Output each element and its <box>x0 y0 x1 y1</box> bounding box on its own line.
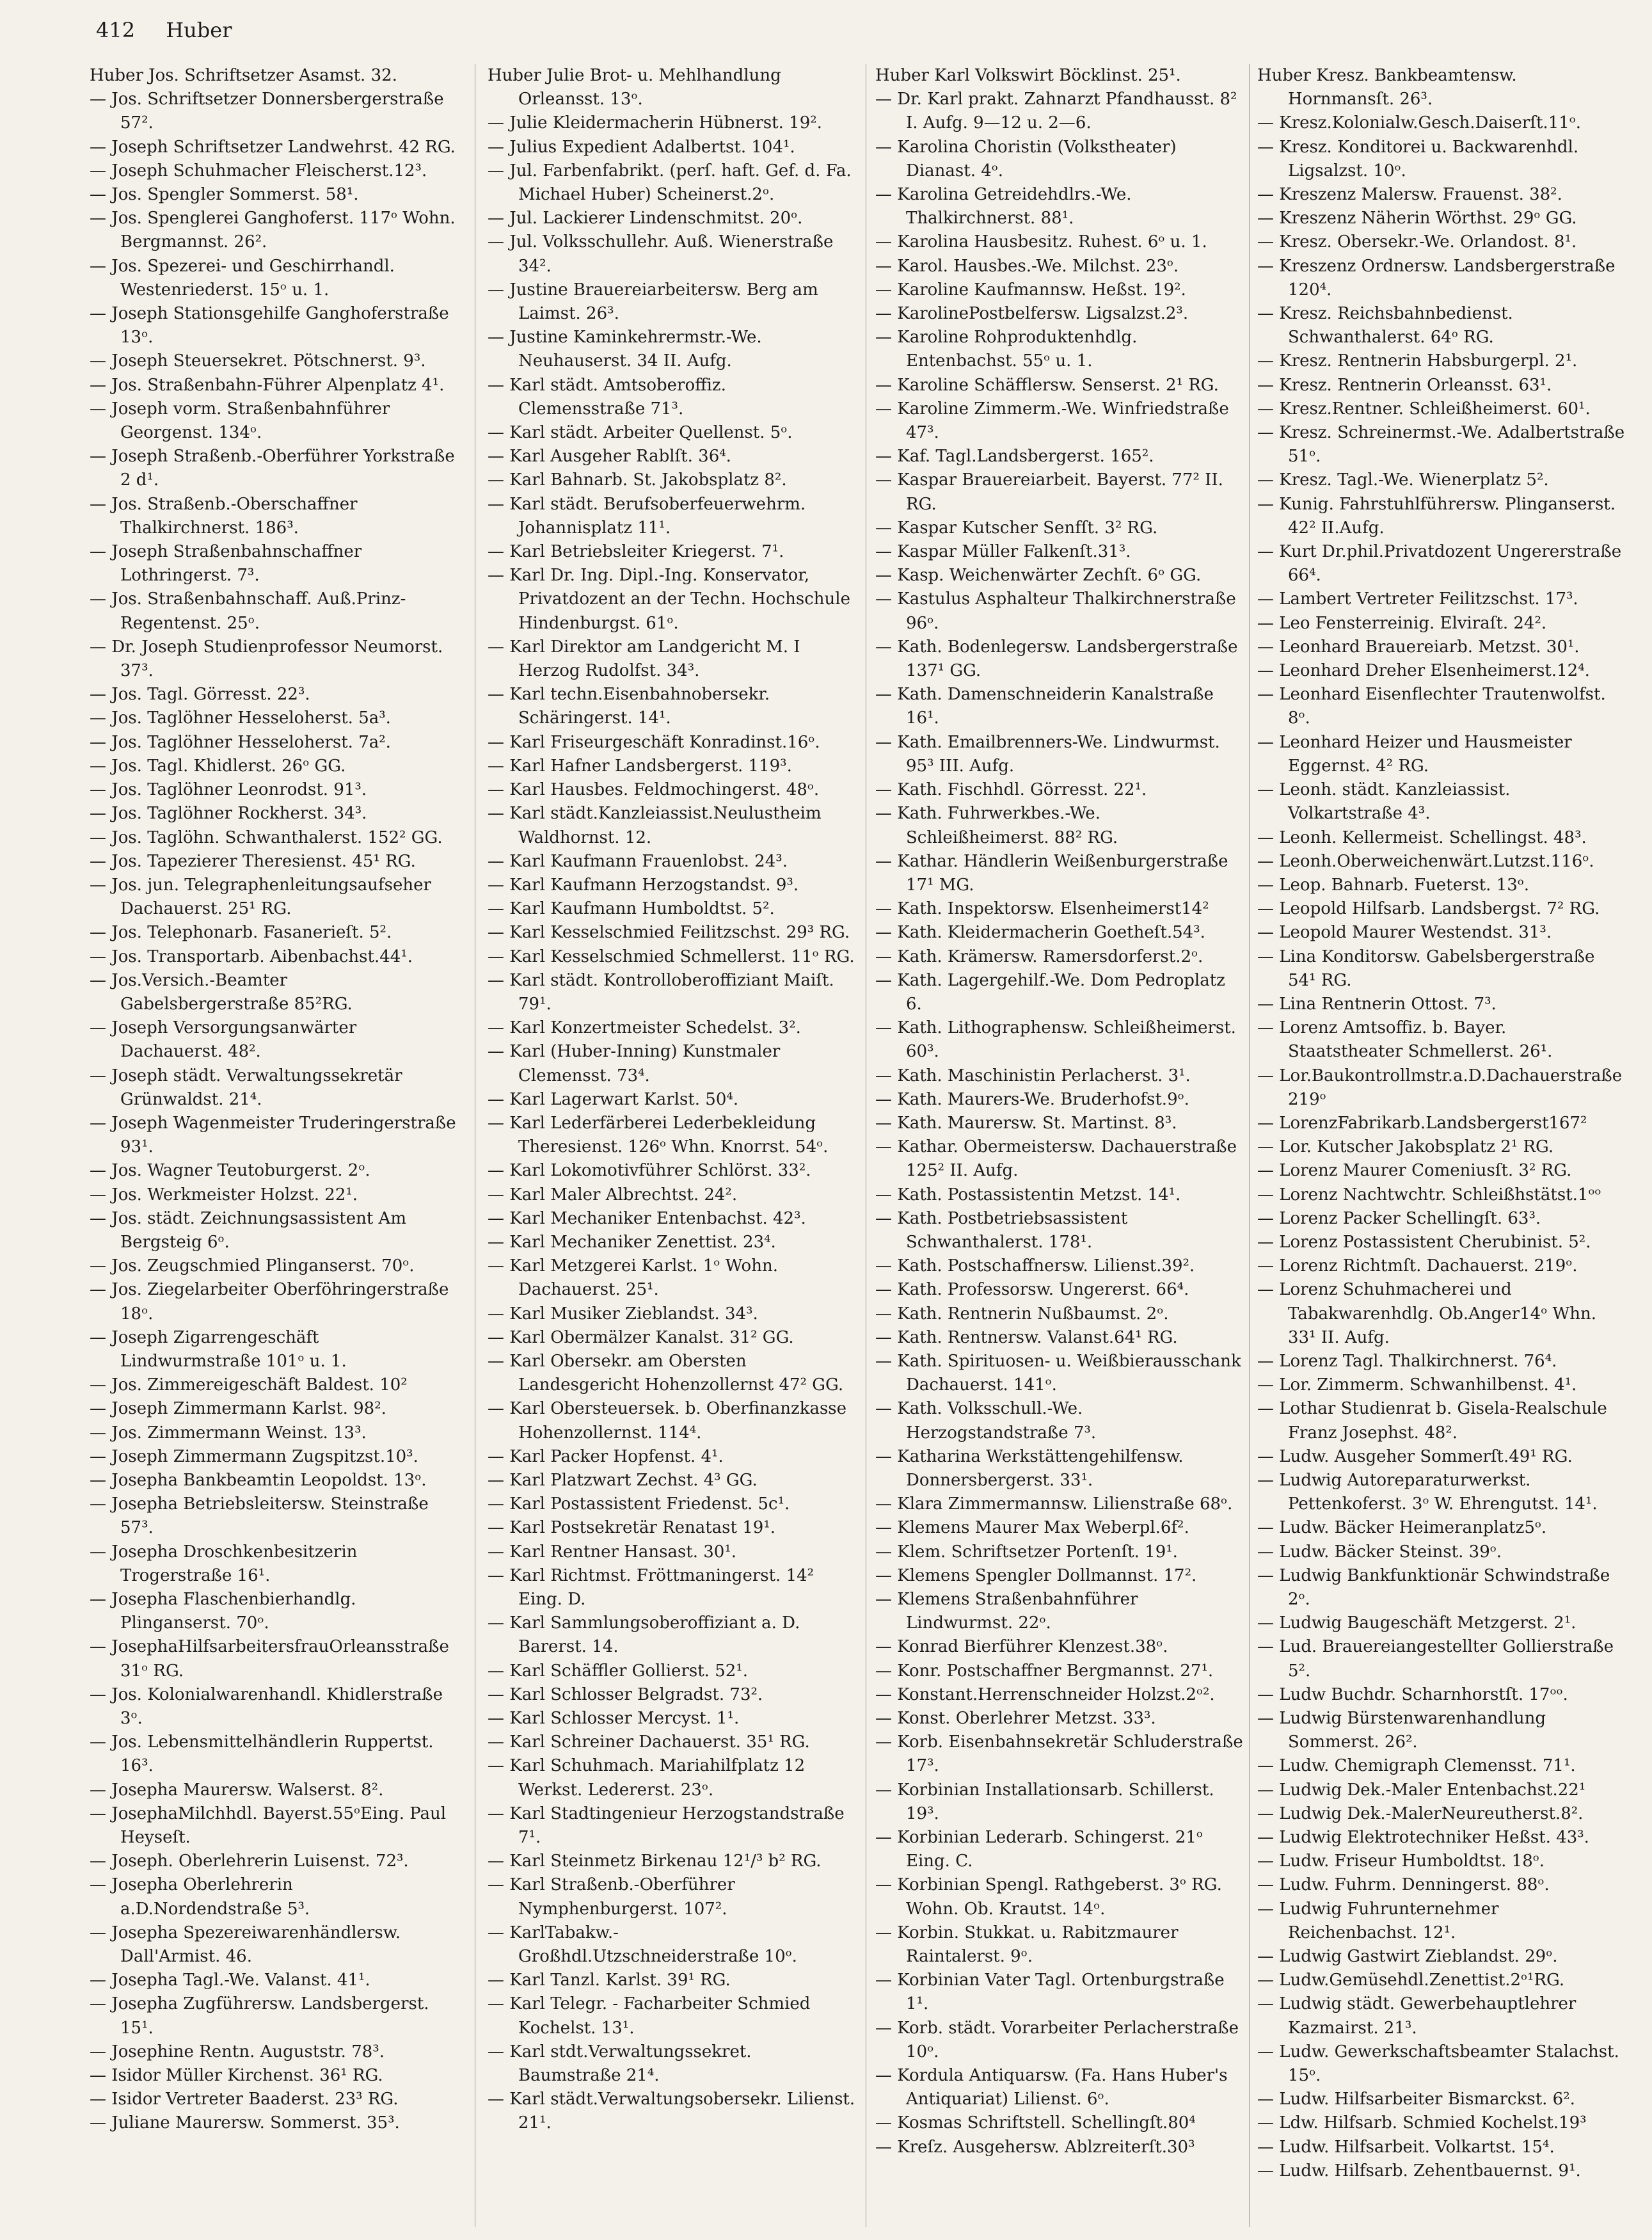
directory-entry: — Kresz.Rentner. Schleißheimerst. 60¹. <box>1257 399 1591 419</box>
directory-entry: — Joseph Straßenb.-Oberführer Yorkstraße 2 d¹. <box>90 447 455 490</box>
directory-entry: — Kurt Dr.phil.Privatdozent Ungererstraße 66⁴. <box>1257 542 1622 586</box>
column-2 <box>488 64 855 2227</box>
directory-entry: — Karolina Hausbesitz. Ruhest. 6ᵒ u. 1. <box>875 232 1207 252</box>
directory-entry: — Joseph Wagenmeister Truderingerstraße 93¹. <box>90 1113 456 1157</box>
directory-entry: — Julius Expedient Adalbertst. 104¹. <box>488 137 795 157</box>
directory-entry: — Karl Packer Hopfenst. 4¹. <box>488 1446 724 1466</box>
directory-entry: — Karl Musiker Zieblandst. 34³. <box>488 1304 758 1324</box>
directory-entry: — Lorenz Postassistent Cherubinist. 5². <box>1257 1232 1591 1252</box>
directory-entry: — Ludw. Hilfsarbeiter Bismarckst. 6². <box>1257 2090 1575 2109</box>
directory-entry: — Kasp. Weichenwärter Zechſt. 6ᵒ GG. <box>875 566 1202 586</box>
directory-entry: — Karl Stadtingenieur Herzogstandstraße 7¹. <box>488 1804 845 1848</box>
directory-entry: — Ludwig Autoreparaturwerkst. Pettenkoferst. 3ᵒ W. Ehrengutst. 14¹. <box>1257 1470 1598 1514</box>
directory-entry: — Korbin. Stukkat. u. Rabitzmaurer Raintalerst. 9ᵒ. <box>875 1923 1179 1967</box>
directory-entry: — Ludwig Bürstenwarenhandlung Sommerst. 26². <box>1257 1709 1546 1752</box>
directory-entry: — Lorenz Tagl. Thalkirchnerst. 76⁴. <box>1257 1351 1557 1371</box>
directory-entry: — Karl städt. Berufsoberfeuerwehrm. Johannisplatz 11¹. <box>488 494 806 538</box>
directory-entry: — Klara Zimmermannsw. Lilienstraße 68ᵒ. <box>875 1494 1233 1514</box>
directory-entry: — Joseph Zigarrengeschäft Lindwurmstraße 101ᵒ u. 1. <box>90 1327 347 1371</box>
running-head: Huber <box>166 18 232 42</box>
directory-entry: — Kath. Rentnersw. Valanst.64¹ RG. <box>875 1327 1178 1347</box>
directory-entry: — Kresz. Obersekr.-We. Orlandost. 8¹. <box>1257 232 1577 252</box>
directory-entry: — Karl Schreiner Dachauerst. 35¹ RG. <box>488 1732 810 1752</box>
directory-entry: — Jul. Farbenfabrikt. (perſ. haft. Gef. d. Fa. Michael Huber) Scheinerst.2ᵒ. <box>488 161 852 205</box>
directory-entry: — Kastulus Asphalteur Thalkirchnerstraße 96ᵒ. <box>875 589 1236 633</box>
directory-entry: — Lorenz Maurer Comeniusſt. 3² RG. <box>1257 1161 1572 1181</box>
directory-entry: — Josepha Droschkenbesitzerin Trogerstraße 16¹. <box>90 1542 358 1585</box>
directory-entry: — Jul. Volksschullehr. Auß. Wienerstraße 34². <box>488 232 834 276</box>
directory-entry: — Kath. Lithographensw. Schleißheimerst. 60³. <box>875 1018 1236 1062</box>
directory-entry: — Josepha Maurersw. Walserst. 8². <box>90 1780 384 1800</box>
directory-entry: — Kath. Kleidermacherin Goetheſt.54³. <box>875 923 1205 943</box>
directory-entry: — Karl Sammlungsoberoffiziant a. D. Barerst. 14. <box>488 1613 800 1657</box>
directory-entry: — Karoline Zimmerm.-We. Winfriedstraße 47³. <box>875 399 1229 443</box>
page-number: 412 <box>96 18 136 42</box>
directory-entry: — Jos. Taglöhner Hesseloherst. 5a³. <box>90 708 391 728</box>
directory-entry: — Ludw. Bäcker Heimeranplatz5ᵒ. <box>1257 1518 1547 1538</box>
directory-entry: — Josepha Spezereiwarenhändlersw. Dall'Armist. 46. <box>90 1923 401 1967</box>
directory-entry: — Ludwig Dek.-MalerNeureutherst.8². <box>1257 1804 1584 1823</box>
directory-entry: — LorenzFabrikarb.Landsbergerst167² <box>1257 1113 1587 1133</box>
directory-entry: — Jos. Telephonarb. Fasanerieſt. 5². <box>90 923 392 943</box>
directory-entry: — Kath. Postschaffnersw. Lilienst.39². <box>875 1256 1195 1276</box>
directory-entry: — Kresz. Rentnerin Orleansst. 63¹. <box>1257 375 1552 395</box>
column-rule <box>1249 64 1250 2227</box>
directory-entry: — Joseph Schuhmacher Fleischerst.12³. <box>90 161 427 180</box>
directory-entry: — Jul. Lackierer Lindenschmitst. 20ᵒ. <box>488 209 803 228</box>
directory-entry: — Kresz. Schreinermst.-We. Adalbertstraße 51ᵒ. <box>1257 423 1625 467</box>
directory-entry: — Ludw.Gemüsehdl.Zenettist.2ᵒ¹RG. <box>1257 1971 1565 1990</box>
directory-entry: — Korb. städt. Vorarbeiter Perlacherstraße 10ᵒ. <box>875 2018 1239 2061</box>
directory-entry: — Karl Schäffler Gollierst. 52¹. <box>488 1661 748 1681</box>
directory-entry: — Karl Bahnarb. St. Jakobsplatz 8². <box>488 470 787 490</box>
directory-entry: — Isidor Müller Kirchenst. 36¹ RG. <box>90 2066 383 2086</box>
directory-entry: — Kath. Inspektorsw. Elsenheimerst14² <box>875 899 1209 919</box>
directory-entry: — Jos. Schriftsetzer Donnersbergerstraße 57². <box>90 90 444 133</box>
directory-entry: — Katharina Werkstättengehilfensw. Donnersbergerst. 33¹. <box>875 1446 1184 1490</box>
directory-entry: — Karl Tanzl. Karlst. 39¹ RG. <box>488 1971 731 1990</box>
directory-entry: — Karl Maler Albrechtst. 24². <box>488 1185 738 1204</box>
directory-entry: — Josepha Oberlehrerin a.D.Nordendstraße 5³. <box>90 1875 310 1919</box>
directory-entry: — Ludwig Elektrotechniker Heßst. 43³. <box>1257 1828 1589 1848</box>
directory-entry: — Karl Lagerwart Karlst. 50⁴. <box>488 1089 739 1109</box>
directory-entry: — Kath. Fuhrwerkbes.-We. Schleißheimerst. 88² RG. <box>875 804 1118 847</box>
directory-entry: — Kath. Spirituosen- u. Weißbierausschank Dachauerst. 141ᵒ. <box>875 1351 1241 1395</box>
directory-entry: — Karl Betriebsleiter Kriegerst. 7¹. <box>488 542 784 562</box>
directory-entry: — Ludw. Gewerkschaftsbeamter Stalachst. 15ᵒ. <box>1257 2042 1619 2086</box>
directory-entry: — Karl Lokomotivführer Schlörst. 33². <box>488 1161 811 1181</box>
column-4 <box>1257 64 1625 2227</box>
directory-entry: — Ludw. Friseur Humboldtst. 18ᵒ. <box>1257 1852 1545 1871</box>
directory-entry: — Jos. Zeugschmied Plinganserst. 70ᵒ. <box>90 1256 415 1276</box>
directory-entry: — Karl Postassistent Friedenst. 5c¹. <box>488 1494 790 1514</box>
directory-entry: — Karl Friseurgeschäft Konradinst.16ᵒ. <box>488 732 820 752</box>
directory-entry: — Ludw Buchdr. Scharnhorstſt. 17ᵒᵒ. <box>1257 1684 1568 1704</box>
directory-entry: — Karl Konzertmeister Schedelst. 3². <box>488 1018 801 1038</box>
directory-entry: — Karl Schlosser Mercyst. 1¹. <box>488 1709 740 1729</box>
directory-entry: — Jos. Kolonialwarenhandl. Khidlerstraße 3ᵒ. <box>90 1684 443 1729</box>
directory-entry: — Kresz. Reichsbahnbedienst. Schwanthalerst. 64ᵒ RG. <box>1257 304 1513 348</box>
directory-entry: — Leo Fensterreinig. Elviraſt. 24². <box>1257 613 1547 633</box>
page-header <box>96 18 256 42</box>
directory-entry: — Karl Metzgerei Karlst. 1ᵒ Wohn. Dachauerst. 25¹. <box>488 1256 778 1300</box>
directory-entry: — Karl Kaufmann Humboldtst. 5². <box>488 899 775 919</box>
directory-entry: — Lorenz Nachtwchtr. Schleißhstätst.1ᵒᵒ <box>1257 1185 1601 1204</box>
directory-entry: — Kath. Damenschneiderin Kanalstraße 16¹. <box>875 685 1214 728</box>
directory-entry: — Karl stdt.Verwaltungssekret. Baumstraße 21⁴. <box>488 2042 752 2086</box>
directory-entry: — Lor.Baukontrollmstr.a.D.Dachauerstraße 219ᵒ <box>1257 1066 1623 1109</box>
directory-entry: — Ludw. Fuhrm. Denningerst. 88ᵒ. <box>1257 1875 1550 1895</box>
entry-head: Huber Kresz. Bankbeamtensw. Hornmansſt. 26³. <box>1257 66 1517 109</box>
directory-entry: — Jos. Taglöhner Hesseloherst. 7a². <box>90 732 391 752</box>
directory-entry: — Leonhard Eisenflechter Trautenwolfst. 8ᵒ. <box>1257 685 1606 728</box>
directory-entry: — Jos. Tagl. Khidlerst. 26ᵒ GG. <box>90 756 346 776</box>
directory-entry: — Justine Kaminkehrermstr.-We. Neuhauserst. 34 II. Aufg. <box>488 328 762 371</box>
directory-entry: — Karolina Choristin (Volkstheater) Dianast. 4ᵒ. <box>875 137 1177 180</box>
column-3 <box>875 64 1243 2227</box>
directory-entry: — Karl städt. Arbeiter Quellenst. 5ᵒ. <box>488 423 793 443</box>
directory-entry: — Joseph städt. Verwaltungssekretär Grünwaldst. 21⁴. <box>90 1066 402 1109</box>
directory-entry: — Jos. Wagner Teutoburgerst. 2ᵒ. <box>90 1161 370 1181</box>
directory-entry: — Kathar. Obermeistersw. Dachauerstraße 125² II. Aufg. <box>875 1137 1237 1181</box>
directory-entry: — Lorenz Richtmſt. Dachauerst. 219ᵒ. <box>1257 1256 1578 1276</box>
directory-entry: — Jos. städt. Zeichnungsassistent Am Bergsteig 6ᵒ. <box>90 1208 406 1252</box>
entry-head: Huber Julie Brot- u. Mehlhandlung Orleansst. 13ᵒ. <box>488 66 781 109</box>
directory-entry: — Leop. Bahnarb. Fueterst. 13ᵒ. <box>1257 875 1530 895</box>
directory-entry: — Kunig. Fahrstuhlführersw. Plinganserst. 42² II.Aufg. <box>1257 494 1616 538</box>
directory-entry: — Karl Lederfärberei Lederbekleidung Theresienst. 126ᵒ Whn. Knorrst. 54ᵒ. <box>488 1113 829 1157</box>
directory-entry: — Jos. Werkmeister Holzst. 22¹. <box>90 1185 358 1204</box>
directory-entry: — Kresz. Konditorei u. Backwarenhdl. Ligsalzst. 10ᵒ. <box>1257 137 1579 180</box>
directory-entry: — Konstant.Herrenschneider Holzst.2ᵒ². <box>875 1684 1215 1704</box>
directory-entry: — Korbinian Lederarb. Schingerst. 21ᵒ Eing. C. <box>875 1828 1203 1871</box>
directory-entry: — Jos. Spezerei- und Geschirrhandl. Westenriederst. 15ᵒ u. 1. <box>90 256 395 300</box>
directory-entry: — Ludwig Dek.-Maler Entenbachst.22¹ <box>1257 1780 1586 1800</box>
directory-entry: — Kreszenz Malersw. Frauenst. 38². <box>1257 185 1562 205</box>
directory-entry: — Jos. Straßenbahnschaff. Auß.Prinz-Regentenst. 25ᵒ. <box>90 589 406 633</box>
directory-entry: — Karl Kesselschmied Feilitzschst. 29³ RG. <box>488 923 850 943</box>
directory-entry: — Karl Steinmetz Birkenau 12¹/³ b² RG. <box>488 1852 822 1871</box>
directory-entry: — Ludw. Ausgeher Sommerſt.49¹ RG. <box>1257 1446 1573 1466</box>
directory-entry: — Josepha Zugführersw. Landsbergerst. 15¹. <box>90 1994 429 2038</box>
directory-entry: — Karl Kaufmann Frauenlobst. 24³. <box>488 851 788 871</box>
directory-entry: — Joseph Zimmermann Zugspitzst.10³. <box>90 1446 418 1466</box>
directory-entry: — Joseph Versorgungsanwärter Dachauerst. 48². <box>90 1018 357 1062</box>
directory-entry: — Kaspar Kutscher Senfſt. 3² RG. <box>875 518 1158 538</box>
directory-entry: — Korbinian Spengl. Rathgeberst. 3ᵒ RG. Wohn. Ob. Krautst. 14ᵒ. <box>875 1875 1222 1919</box>
directory-entry: — Joseph vorm. Straßenbahnführer Georgenst. 134ᵒ. <box>90 399 390 443</box>
directory-entry: — Kresz.Kolonialw.Gesch.Daiserſt.11ᵒ. <box>1257 113 1582 133</box>
directory-entry: — Karl Mechaniker Entenbachst. 42³. <box>488 1208 806 1228</box>
directory-entry: — Karl (Huber-Inning) Kunstmaler Clemensst. 73⁴. <box>488 1042 781 1085</box>
directory-entry: — Kath. Krämersw. Ramersdorferst.2ᵒ. <box>875 947 1203 966</box>
directory-entry: — Ludwig Bankfunktionär Schwindstraße 2ᵒ. <box>1257 1565 1610 1609</box>
directory-entry: — Karl städt.Kanzleiassist.Neulustheim Waldhornst. 12. <box>488 804 822 847</box>
directory-entry: — Kath. Postbetriebsassistent Schwanthalerst. 178¹. <box>875 1208 1128 1252</box>
entry-head: Huber Karl Volkswirt Böcklinst. 25¹. <box>875 66 1181 85</box>
directory-entry: — Kath. Maurers-We. Bruderhofst.9ᵒ. <box>875 1089 1189 1109</box>
directory-entry: — Jos. Taglöhner Leonrodst. 91³. <box>90 780 367 800</box>
directory-entry: — Ludwig Gastwirt Zieblandst. 29ᵒ. <box>1257 1947 1558 1967</box>
directory-entry: — Lorenz Amtsoffiz. b. Bayer. Staatstheater Schmellerst. 26¹. <box>1257 1018 1553 1062</box>
directory-entry: — Kath. Professorsw. Ungererst. 66⁴. <box>875 1280 1189 1300</box>
directory-entry: — Jos. Straßenb.-Oberschaffner Thalkirchnerst. 186³. <box>90 494 358 538</box>
directory-entry: — Karl Rentner Hansast. 30¹. <box>488 1542 737 1562</box>
directory-entry: — Karl Telegr. - Facharbeiter Schmied Kochelst. 13¹. <box>488 1994 811 2038</box>
directory-entry: — Kaf. Tagl.Landsbergerst. 165². <box>875 447 1154 467</box>
directory-entry: — Karl Hafner Landsbergerst. 119³. <box>488 756 792 776</box>
directory-entry: — Kresz. Tagl.-We. Wienerplatz 5². <box>1257 470 1549 490</box>
directory-entry: — Karl Mechaniker Zenettist. 23⁴. <box>488 1232 776 1252</box>
directory-entry: — Karoline Rohproduktenhdlg. Entenbachst. 55ᵒ u. 1. <box>875 328 1138 371</box>
directory-entry: — Joseph Straßenbahnschaffner Lothringerst. 7³. <box>90 542 362 586</box>
directory-entry: — Karl Obersekr. am Obersten Landesgericht Hohenzollernst 47² GG. <box>488 1351 844 1395</box>
directory-entry: — Jos. Zimmermann Weinst. 13³. <box>90 1423 367 1443</box>
directory-entry: — Karl Direktor am Landgericht M. I Herzog Rudolfst. 34³. <box>488 637 800 681</box>
directory-entry: — Lambert Vertreter Feilitzschst. 17³. <box>1257 589 1578 609</box>
directory-entry: — Karl Postsekretär Renatast 19¹. <box>488 1518 776 1538</box>
directory-entry: — Joseph. Oberlehrerin Luisenst. 72³. <box>90 1852 409 1871</box>
directory-entry: — Joseph Stationsgehilfe Ganghoferstraße 13ᵒ. <box>90 304 449 348</box>
directory-entry: — Josepha Flaschenbierhandlg. Plinganserst. 70ᵒ. <box>90 1590 356 1633</box>
directory-entry: — Karoline Schäfflersw. Senserst. 2¹ RG. <box>875 375 1219 395</box>
directory-entry: — Konst. Oberlehrer Metzst. 33³. <box>875 1709 1156 1729</box>
directory-entry: — Lorenz Schuhmacherei und Tabakwarenhdlg. Ob.Anger14ᵒ Whn. 33¹ II. Aufg. <box>1257 1280 1596 1347</box>
directory-entry: — Kathar. Händlerin Weißenburgerstraße 17¹ MG. <box>875 851 1228 895</box>
directory-entry: — Juliane Maurersw. Sommerst. 35³. <box>90 2113 400 2133</box>
directory-entry: — Karl städt. Kontrolloberoffiziant Maiſt. 79¹. <box>488 970 834 1014</box>
directory-entry: — Jos. Taglöhn. Schwanthalerst. 152² GG. <box>90 828 443 847</box>
directory-entry: — Ludw. Hilfsarb. Zehentbauernst. 9¹. <box>1257 2161 1581 2180</box>
directory-entry: — Klemens Spengler Dollmannst. 17². <box>875 1565 1197 1585</box>
directory-entry: — Jos. Taglöhner Rockherst. 34³. <box>90 804 367 824</box>
directory-entry: — Karol. Hausbes.-We. Milchst. 23ᵒ. <box>875 256 1179 276</box>
directory-entry: — Josepha Bankbeamtin Leopoldst. 13ᵒ. <box>90 1470 427 1490</box>
directory-entry: — Kath. Emailbrenners-We. Lindwurmst. 95³ III. Aufg. <box>875 732 1220 776</box>
directory-entry: — Ldw. Hilfsarb. Schmied Kochelst.19³ <box>1257 2113 1587 2133</box>
directory-entry: — Karl Richtmst. Fröttmaningerst. 14² Eing. D. <box>488 1565 814 1609</box>
directory-entry: — Kaspar Brauereiarbeit. Bayerst. 77² II. RG. <box>875 470 1223 514</box>
directory-entry: — Kath. Maschinistin Perlacherst. 3¹. <box>875 1066 1191 1085</box>
directory-entry: — Lothar Studienrat b. Gisela-Realschule Franz Josephst. 48². <box>1257 1399 1607 1443</box>
directory-entry: — Karoline Kaufmannsw. Heßst. 19². <box>875 280 1186 300</box>
directory-entry: — Leonh. Kellermeist. Schellingst. 48³. <box>1257 828 1587 847</box>
directory-entry: — Lor. Kutscher Jakobsplatz 2¹ RG. <box>1257 1137 1554 1157</box>
directory-entry: — Joseph Schriftsetzer Landwehrst. 42 RG. <box>90 137 456 157</box>
directory-entry: — Kath. Rentnerin Nußbaumst. 2ᵒ. <box>875 1304 1169 1324</box>
directory-entry: — Dr. Karl prakt. Zahnarzt Pfandhausst. 8² I. Aufg. 9—12 u. 2—6. <box>875 90 1237 133</box>
directory-entry: — Lor. Zimmerm. Schwanhilbenst. 4¹. <box>1257 1375 1577 1395</box>
directory-entry: — Leonhard Heizer und Hausmeister Eggernst. 4² RG. <box>1257 732 1572 776</box>
directory-entry: — Karl Dr. Ing. Dipl.-Ing. Konservator, Privatdozent an der Techn. Hochschule Hindenburgst. 61ᵒ. <box>488 566 850 633</box>
directory-entry: — Lorenz Packer Schellingſt. 63³. <box>1257 1208 1541 1228</box>
directory-entry: — Jos. Straßenbahn-Führer Alpenplatz 4¹. <box>90 375 445 395</box>
directory-entry: — Kath. Postassistentin Metzst. 14¹. <box>875 1185 1181 1204</box>
directory-entry: — Dr. Joseph Studienprofessor Neumorst. 37³. <box>90 637 443 681</box>
directory-entry: — Karl Schuhmach. Mariahilfplatz 12 Werkst. Ledererst. 23ᵒ. <box>488 1756 806 1800</box>
directory-entry: — Julie Kleidermacherin Hübnerst. 19². <box>488 113 822 133</box>
directory-entry: — Kath. Maurersw. St. Martinst. 8³. <box>875 1113 1177 1133</box>
directory-entry: — Kordula Antiquarsw. (Fa. Hans Huber's Antiquariat) Lilienst. 6ᵒ. <box>875 2066 1228 2109</box>
entry-head: Huber Jos. Schriftsetzer Asamst. 32. <box>90 66 397 85</box>
directory-entry: — Karl Straßenb.-Oberführer Nymphenburgerst. 107². <box>488 1875 735 1919</box>
directory-entry: — Karl techn.Eisenbahnobersekr. Schäringerst. 14¹. <box>488 685 770 728</box>
directory-entry: — Karolina Getreidehdlrs.-We. Thalkirchnerst. 88¹. <box>875 185 1132 228</box>
directory-entry: — Lina Konditorsw. Gabelsbergerstraße 54¹ RG. <box>1257 947 1595 990</box>
directory-entry: — Leonhard Brauereiarb. Metzst. 30¹. <box>1257 637 1580 657</box>
directory-entry: — KarlTabakw.-Großhdl.Utzschneiderstraße 10ᵒ. <box>488 1923 797 1967</box>
directory-entry: — Kath. Volksschull.-We. Herzogstandstraße 7³. <box>875 1399 1097 1443</box>
directory-entry: — Ludwig Baugeschäft Metzgerst. 2¹. <box>1257 1613 1577 1633</box>
directory-entry: — Joseph Zimmermann Karlst. 98². <box>90 1399 386 1419</box>
directory-entry: — Jos. Transportarb. Aibenbachst.44¹. <box>90 947 413 966</box>
directory-entry: — Joseph Steuersekret. Pötschnerst. 9³. <box>90 351 426 371</box>
directory-entry: — Kath. Bodenlegersw. Landsbergerstraße 137¹ GG. <box>875 637 1238 681</box>
directory-entry: — Korbinian Installationsarb. Schillerst. 19³. <box>875 1780 1214 1823</box>
directory-entry: — Jos. jun. Telegraphenleitungsaufseher Dachauerst. 25¹ RG. <box>90 875 431 919</box>
directory-entry: — Karl Kesselschmied Schmellerst. 11ᵒ RG. <box>488 947 855 966</box>
directory-entry: — Karl städt.Verwaltungsobersekr. Lilienst. 21¹. <box>488 2090 855 2133</box>
directory-entry: — Jos. Tapezierer Theresienst. 45¹ RG. <box>90 851 416 871</box>
directory-entry: — Ludw. Chemigraph Clemensst. 71¹. <box>1257 1756 1576 1776</box>
directory-entry: — Klemens Maurer Max Weberpl.6f². <box>875 1518 1189 1538</box>
directory-entry: — Josephine Rentn. Auguststr. 78³. <box>90 2042 385 2061</box>
directory-entry: — Ludwig städt. Gewerbehauptlehrer Kazmairst. 21³. <box>1257 1994 1577 2038</box>
directory-entry: — Josepha Tagl.-We. Valanst. 41¹. <box>90 1971 370 1990</box>
directory-entry: — Karl städt. Amtsoberoffiz. Clemensstraße 71³. <box>488 375 726 419</box>
directory-entry: — Jos. Zimmereigeschäft Baldest. 10² <box>90 1375 408 1395</box>
directory-entry: — Korbinian Vater Tagl. Ortenburgstraße 1¹. <box>875 1971 1225 2014</box>
directory-entry: — Jos. Spenglerei Ganghoferst. 117ᵒ Wohn. Bergmannst. 26². <box>90 209 456 252</box>
directory-entry: — JosephaMilchhdl. Bayerst.55ᵒEing. Paul Heyseſt. <box>90 1804 447 1848</box>
directory-entry: — Justine Brauereiarbeitersw. Berg am Laimst. 26³. <box>488 280 818 324</box>
directory-entry: — Jos. Tagl. Görresst. 22³. <box>90 685 310 705</box>
directory-entry: — Isidor Vertreter Baaderst. 23³ RG. <box>90 2090 399 2109</box>
directory-entry: — Jos. Ziegelarbeiter Oberföhringerstraße 18ᵒ. <box>90 1280 449 1324</box>
directory-entry: — Ludw. Hilfsarbeit. Volkartst. 15⁴. <box>1257 2137 1555 2157</box>
directory-entry: — Kath. Fischhdl. Görresst. 22¹. <box>875 780 1147 800</box>
directory-entry: — Jos. Lebensmittelhändlerin Ruppertst. 16³. <box>90 1732 434 1776</box>
directory-entry: — JosephaHilfsarbeitersfrauOrleansstraße 31ᵒ RG. <box>90 1637 449 1681</box>
directory-entry: — Konrad Bierführer Klenzest.38ᵒ. <box>875 1637 1168 1657</box>
directory-entry: — Josepha Betriebsleitersw. Steinstraße 57³. <box>90 1494 429 1538</box>
directory-entry: — Leonhard Dreher Elsenheimerst.12⁴. <box>1257 661 1590 681</box>
directory-entry: — Ludw. Bäcker Steinst. 39ᵒ. <box>1257 1542 1502 1562</box>
directory-entry: — Karl Obermälzer Kanalst. 31² GG. <box>488 1327 794 1347</box>
directory-entry: — Jos.Versich.-Beamter Gabelsbergerstraße 85²RG. <box>90 970 353 1014</box>
directory-entry: — Klem. Schriftsetzer Portenſt. 19¹. <box>875 1542 1178 1562</box>
directory-entry: — Kreſz. Ausgehersw. Ablzreiterſt.30³ <box>875 2137 1195 2157</box>
directory-entry: — Lina Rentnerin Ottost. 7³. <box>1257 994 1497 1014</box>
directory-entry: — Lud. Brauereiangestellter Gollierstraße 5². <box>1257 1637 1614 1681</box>
directory-entry: — Jos. Spengler Sommerst. 58¹. <box>90 185 359 205</box>
directory-entry: — Kaspar Müller Falkenſt.31³. <box>875 542 1131 562</box>
directory-entry: — Leonh.Oberweichenwärt.Lutzst.116ᵒ. <box>1257 851 1594 871</box>
directory-entry: — Leopold Maurer Westendst. 31³. <box>1257 923 1552 943</box>
column-1 <box>90 64 457 2227</box>
directory-entry: — Korb. Eisenbahnsekretär Schluderstraße 17³. <box>875 1732 1243 1776</box>
directory-entry: — KarolinePostbelfersw. Ligsalzst.2³. <box>875 304 1189 324</box>
directory-entry: — Karl Hausbes. Feldmochingerst. 48ᵒ. <box>488 780 820 800</box>
directory-entry: — Leopold Hilfsarb. Landsbergst. 7² RG. <box>1257 899 1600 919</box>
directory-entry: — Kreszenz Näherin Wörthst. 29ᵒ GG. <box>1257 209 1577 228</box>
directory-entry: — Konr. Postschaffner Bergmannst. 27¹. <box>875 1661 1214 1681</box>
directory-entry: — Karl Kaufmann Herzogstandst. 9³. <box>488 875 799 895</box>
directory-entry: — Klemens Straßenbahnführer Lindwurmst. 22ᵒ. <box>875 1590 1138 1633</box>
directory-entry: — Kath. Lagergehilf.-We. Dom Pedroplatz 6. <box>875 970 1225 1014</box>
directory-entry: — Karl Obersteuersek. b. Oberfinanzkasse Hohenzollernst. 114⁴. <box>488 1399 847 1443</box>
directory-entry: — Kresz. Rentnerin Habsburgerpl. 2¹. <box>1257 351 1578 371</box>
directory-entry: — Ludwig Fuhrunternehmer Reichenbachst. 12¹. <box>1257 1899 1499 1942</box>
directory-entry: — Karl Platzwart Zechst. 4³ GG. <box>488 1470 758 1490</box>
directory-entry: — Karl Schlosser Belgradst. 73². <box>488 1684 763 1704</box>
directory-entry: — Kosmas Schriftstell. Schellingſt.80⁴ <box>875 2113 1196 2133</box>
directory-entry: — Kreszenz Ordnersw. Landsbergerstraße 120⁴. <box>1257 256 1616 300</box>
directory-entry: — Karl Ausgeher Rablſt. 36⁴. <box>488 447 731 467</box>
directory-entry: — Leonh. städt. Kanzleiassist. Volkartstraße 4³. <box>1257 780 1511 824</box>
